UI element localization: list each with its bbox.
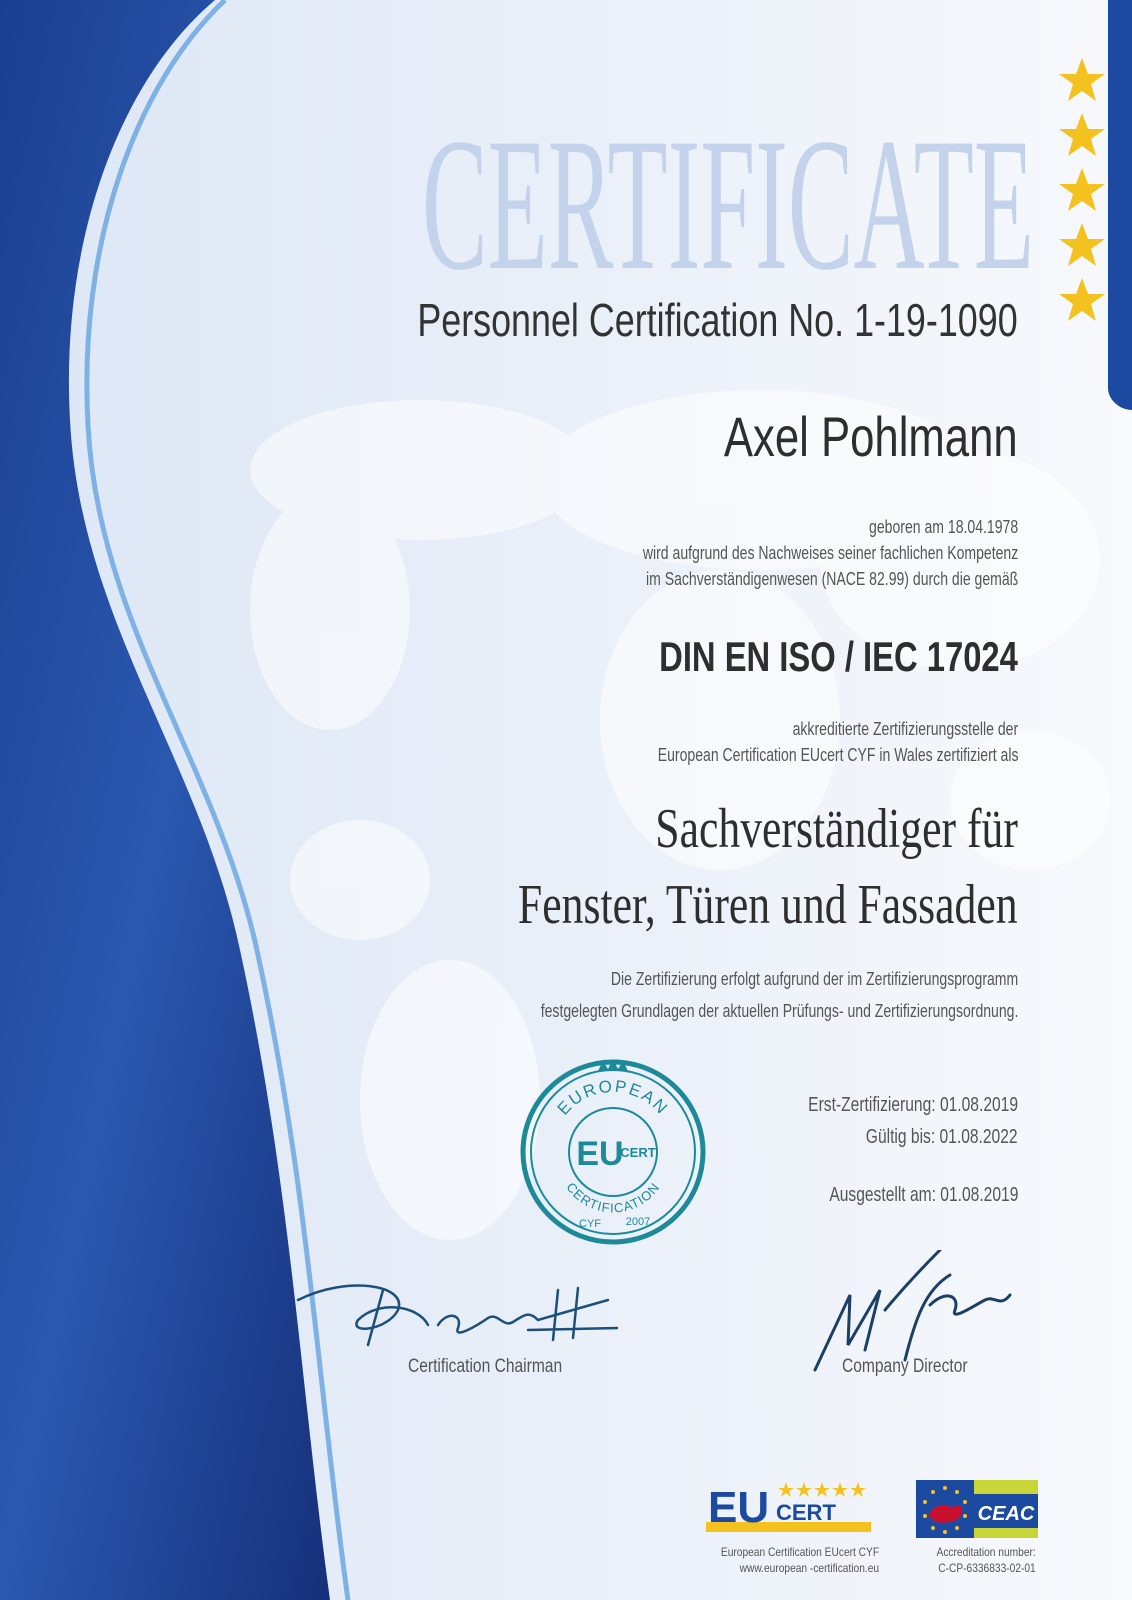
first-certification-date: Erst-Zertifizierung: 01.08.2019 bbox=[808, 1094, 1018, 1116]
qualification-line-2: Fenster, Türen und Fassaden bbox=[518, 874, 1018, 936]
eucert-footer-line-2: www.european -certification.eu bbox=[739, 1561, 879, 1575]
seal-center-cert: CERT bbox=[620, 1145, 656, 1160]
star-column-icon bbox=[1052, 56, 1112, 346]
basis-line-1: Die Zertifizierung erfolgt aufgrund der im Zertifizierungsprogramm bbox=[610, 969, 1018, 989]
intro-line-field: im Sachverständigenwesen (NACE 82.99) durch die gemäß bbox=[645, 569, 1018, 589]
certificate-title bbox=[404, 108, 1034, 288]
eucert-seal-icon bbox=[518, 1057, 708, 1247]
seal-base-right: 2007 bbox=[625, 1216, 651, 1228]
eucert-footer-line-1: European Certification EUcert CYF bbox=[720, 1545, 879, 1559]
issued-date: Ausgestellt am: 01.08.2019 bbox=[828, 1184, 1018, 1206]
certification-number: Personnel Certification No. 1-19-1090 bbox=[417, 294, 1018, 346]
eucert-logo-icon bbox=[706, 1478, 876, 1538]
certificate-title-text: CERTIFICATE bbox=[422, 108, 1034, 288]
intro-line-birth: geboren am 18.04.1978 bbox=[868, 517, 1018, 537]
ceac-logo-icon bbox=[916, 1480, 1038, 1538]
eucert-logo-cert: CERT bbox=[776, 1500, 836, 1525]
seal-center-eu: EU bbox=[576, 1135, 624, 1173]
seal-top-text: EUROPEAN bbox=[553, 1076, 673, 1119]
basis-line-2: festgelegten Grundlagen der aktuellen Prüfungs- und Zertifizierungsordnung. bbox=[540, 1001, 1018, 1021]
director-label: Company Director bbox=[842, 1356, 968, 1377]
body-line-accredited: akkreditierte Zertifizierungsstelle der bbox=[792, 719, 1018, 739]
seal-bottom-text: CERTIFICATION bbox=[563, 1179, 663, 1216]
eucert-logo-eu: EU bbox=[708, 1483, 770, 1532]
standard-name: DIN EN ISO / IEC 17024 bbox=[659, 633, 1018, 680]
chairman-signature bbox=[288, 1270, 618, 1350]
chairman-label: Certification Chairman bbox=[408, 1356, 563, 1377]
accreditation-line-2: C-CP-6336833-02-01 bbox=[938, 1561, 1036, 1575]
valid-until-date: Gültig bis: 01.08.2022 bbox=[866, 1126, 1018, 1148]
body-line-eucert: European Certification EUcert CYF in Wales zertifiziert als bbox=[657, 745, 1018, 765]
qualification-line-1: Sachverständiger für bbox=[655, 798, 1018, 860]
intro-line-competence: wird aufgrund des Nachweises seiner fachlichen Kompetenz bbox=[642, 543, 1018, 563]
seal-base-left: CYF bbox=[579, 1218, 601, 1230]
accreditation-line-1: Accreditation number: bbox=[936, 1545, 1036, 1559]
ceac-logo-text: CEAC bbox=[977, 1503, 1035, 1525]
holder-name: Axel Pohlmann bbox=[724, 405, 1018, 468]
